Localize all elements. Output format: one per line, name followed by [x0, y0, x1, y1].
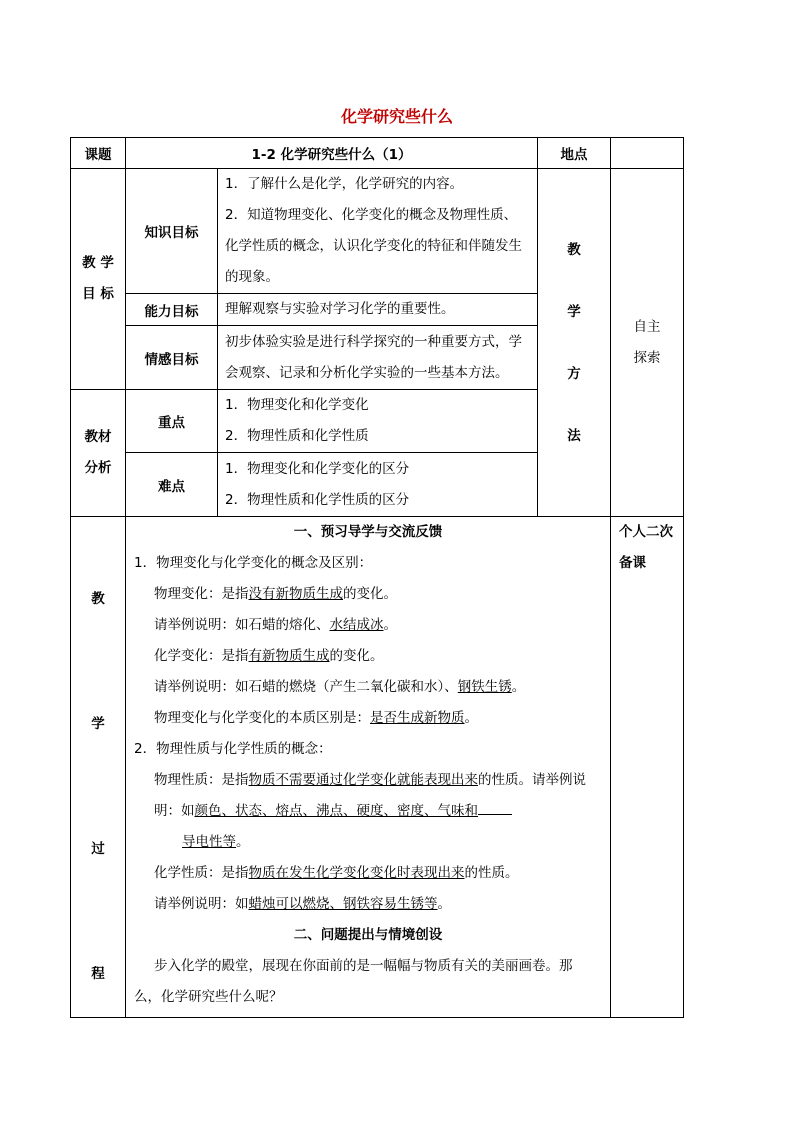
- answer: 蜡烛可以燃烧、钢铁容易生锈等: [248, 896, 438, 912]
- answer: 没有新物质生成: [248, 586, 343, 602]
- teaching-process-row: [71, 517, 684, 1018]
- text: 。: [236, 834, 250, 850]
- knowledge-line: 的现象。: [225, 269, 279, 285]
- essential-difference: [126, 703, 610, 734]
- knowledge-goal-label: 知识目标: [126, 169, 218, 294]
- key-points-text: [218, 390, 538, 453]
- key-line: 2．物理性质和化学性质: [225, 428, 369, 444]
- topic-label: 课题: [71, 138, 126, 169]
- answer: 有新物质生成: [248, 648, 330, 664]
- text: 物理变化与化学变化的本质区别是：: [154, 710, 370, 726]
- text: 请举例说明：如石蜡的燃烧（产生二氧化碳和水）、: [154, 679, 458, 695]
- process-content: [126, 517, 611, 1018]
- knowledge-line: 化学性质的概念，认识化学变化的特征和伴随发生: [225, 238, 522, 254]
- analysis-label-line1: 教材: [84, 429, 112, 445]
- text: 化学性质：是指: [154, 865, 249, 881]
- question-2: 2．物理性质与化学性质的概念：: [134, 741, 332, 757]
- underline-blank: [478, 800, 512, 815]
- document-title: 化学研究些什么: [340, 107, 453, 126]
- text: 物理性质：是指: [154, 772, 249, 788]
- chemical-change-definition: [126, 641, 610, 672]
- physical-property-example: [126, 796, 610, 827]
- notes-label-line2: 备课: [619, 555, 647, 571]
- text: 。: [437, 896, 451, 912]
- process-label: [71, 517, 126, 1018]
- chemical-change-example: [126, 672, 610, 703]
- text: 的性质。请举例说: [478, 772, 586, 788]
- physical-property-definition: [126, 765, 610, 796]
- notes-label-line1: 个人二次: [619, 524, 674, 540]
- difficult-points-label: 难点: [126, 453, 218, 517]
- key-line: 1．物理变化和化学变化: [225, 397, 369, 413]
- ability-goal-text: [218, 294, 538, 326]
- key-points-label: 重点: [126, 390, 218, 453]
- knowledge-line: 1．了解什么是化学，化学研究的内容。: [225, 176, 464, 192]
- process-char: 程: [91, 966, 105, 982]
- intro-paragraph-line1: 步入化学的殿堂，展现在你面前的是一幅幅与物质有关的美丽画卷。那: [154, 958, 573, 974]
- method-char: 方: [567, 365, 581, 382]
- knowledge-goal-row: [71, 169, 684, 294]
- answer: 物质在发生化学变化变化时表现出来: [248, 865, 465, 881]
- intro-paragraph-line2: 么，化学研究些什么呢？: [134, 989, 283, 1005]
- answer: 钢铁生锈: [457, 679, 512, 695]
- emotion-line: 会观察、记录和分析化学实验的一些基本方法。: [225, 364, 509, 381]
- text: 的变化。: [343, 586, 397, 602]
- knowledge-line: 2．知道物理变化、化学变化的概念及物理性质、: [225, 207, 518, 223]
- text: 请举例说明：如: [154, 896, 249, 912]
- lesson-plan-table: [70, 137, 684, 1018]
- method-char: 学: [567, 303, 581, 320]
- text: 。: [383, 617, 397, 633]
- method-value: [611, 169, 684, 517]
- goals-label: [71, 169, 126, 390]
- method-char: 教: [567, 241, 581, 258]
- text: 物理变化：是指: [154, 586, 249, 602]
- emotion-goal-label: 情感目标: [126, 326, 218, 390]
- section2-title: 二、问题提出与情境创设: [293, 927, 443, 943]
- ability-line: 理解观察与实验对学习化学的重要性。: [225, 301, 455, 317]
- analysis-label-line2: 分析: [84, 460, 112, 476]
- text: 明：如: [154, 803, 195, 819]
- physical-change-example: [126, 610, 610, 641]
- answer: 是否生成新物质: [370, 710, 465, 726]
- chemical-property-definition: [126, 858, 610, 889]
- ability-goal-label: 能力目标: [126, 294, 218, 326]
- text: 。: [464, 710, 478, 726]
- location-value: [611, 138, 684, 169]
- header-row: [71, 138, 684, 169]
- text: 的性质。: [464, 865, 519, 881]
- process-char: 过: [91, 841, 105, 857]
- location-label: 地点: [538, 138, 611, 169]
- goals-label-line1: 教 学: [82, 255, 114, 271]
- difficult-line: 1．物理变化和化学变化的区分: [225, 460, 410, 477]
- answer: 颜色、状态、熔点、沸点、硬度、密度、气味和: [194, 803, 478, 819]
- emotion-line: 初步体验实验是进行科学探究的一种重要方式，学: [225, 333, 522, 350]
- analysis-label: [71, 390, 126, 517]
- text: 。: [511, 679, 526, 695]
- difficult-line: 2．物理性质和化学性质的区分: [225, 491, 410, 508]
- method-value-line2: 探索: [633, 349, 661, 366]
- process-char: 教: [91, 591, 105, 607]
- section1-title: 一、预习导学与交流反馈: [293, 524, 443, 540]
- answer: 导电性等: [182, 834, 236, 850]
- chemical-property-example: [126, 889, 610, 920]
- physical-change-definition: [126, 579, 610, 610]
- text: 的变化。: [329, 648, 384, 664]
- question-1: 1．物理变化与化学变化的概念及区别：: [134, 555, 373, 571]
- personal-notes: [611, 517, 684, 1018]
- goals-label-line2: 目 标: [82, 286, 114, 302]
- text: 化学变化：是指: [154, 648, 249, 664]
- answer: 物质不需要通过化学变化就能表现出来: [248, 772, 478, 788]
- emotion-goal-text: [218, 326, 538, 390]
- difficult-points-text: [218, 453, 538, 517]
- method-value-line1: 自主: [633, 318, 661, 335]
- knowledge-goal-text: [218, 169, 538, 294]
- answer: 水结成冰: [329, 617, 384, 633]
- physical-property-example-cont: [126, 827, 610, 858]
- topic-value: 1-2 化学研究些什么（1）: [126, 138, 538, 169]
- method-char: 法: [567, 427, 581, 444]
- method-label: [538, 169, 611, 517]
- process-char: 学: [91, 716, 105, 732]
- text: 请举例说明：如石蜡的熔化、: [154, 617, 330, 633]
